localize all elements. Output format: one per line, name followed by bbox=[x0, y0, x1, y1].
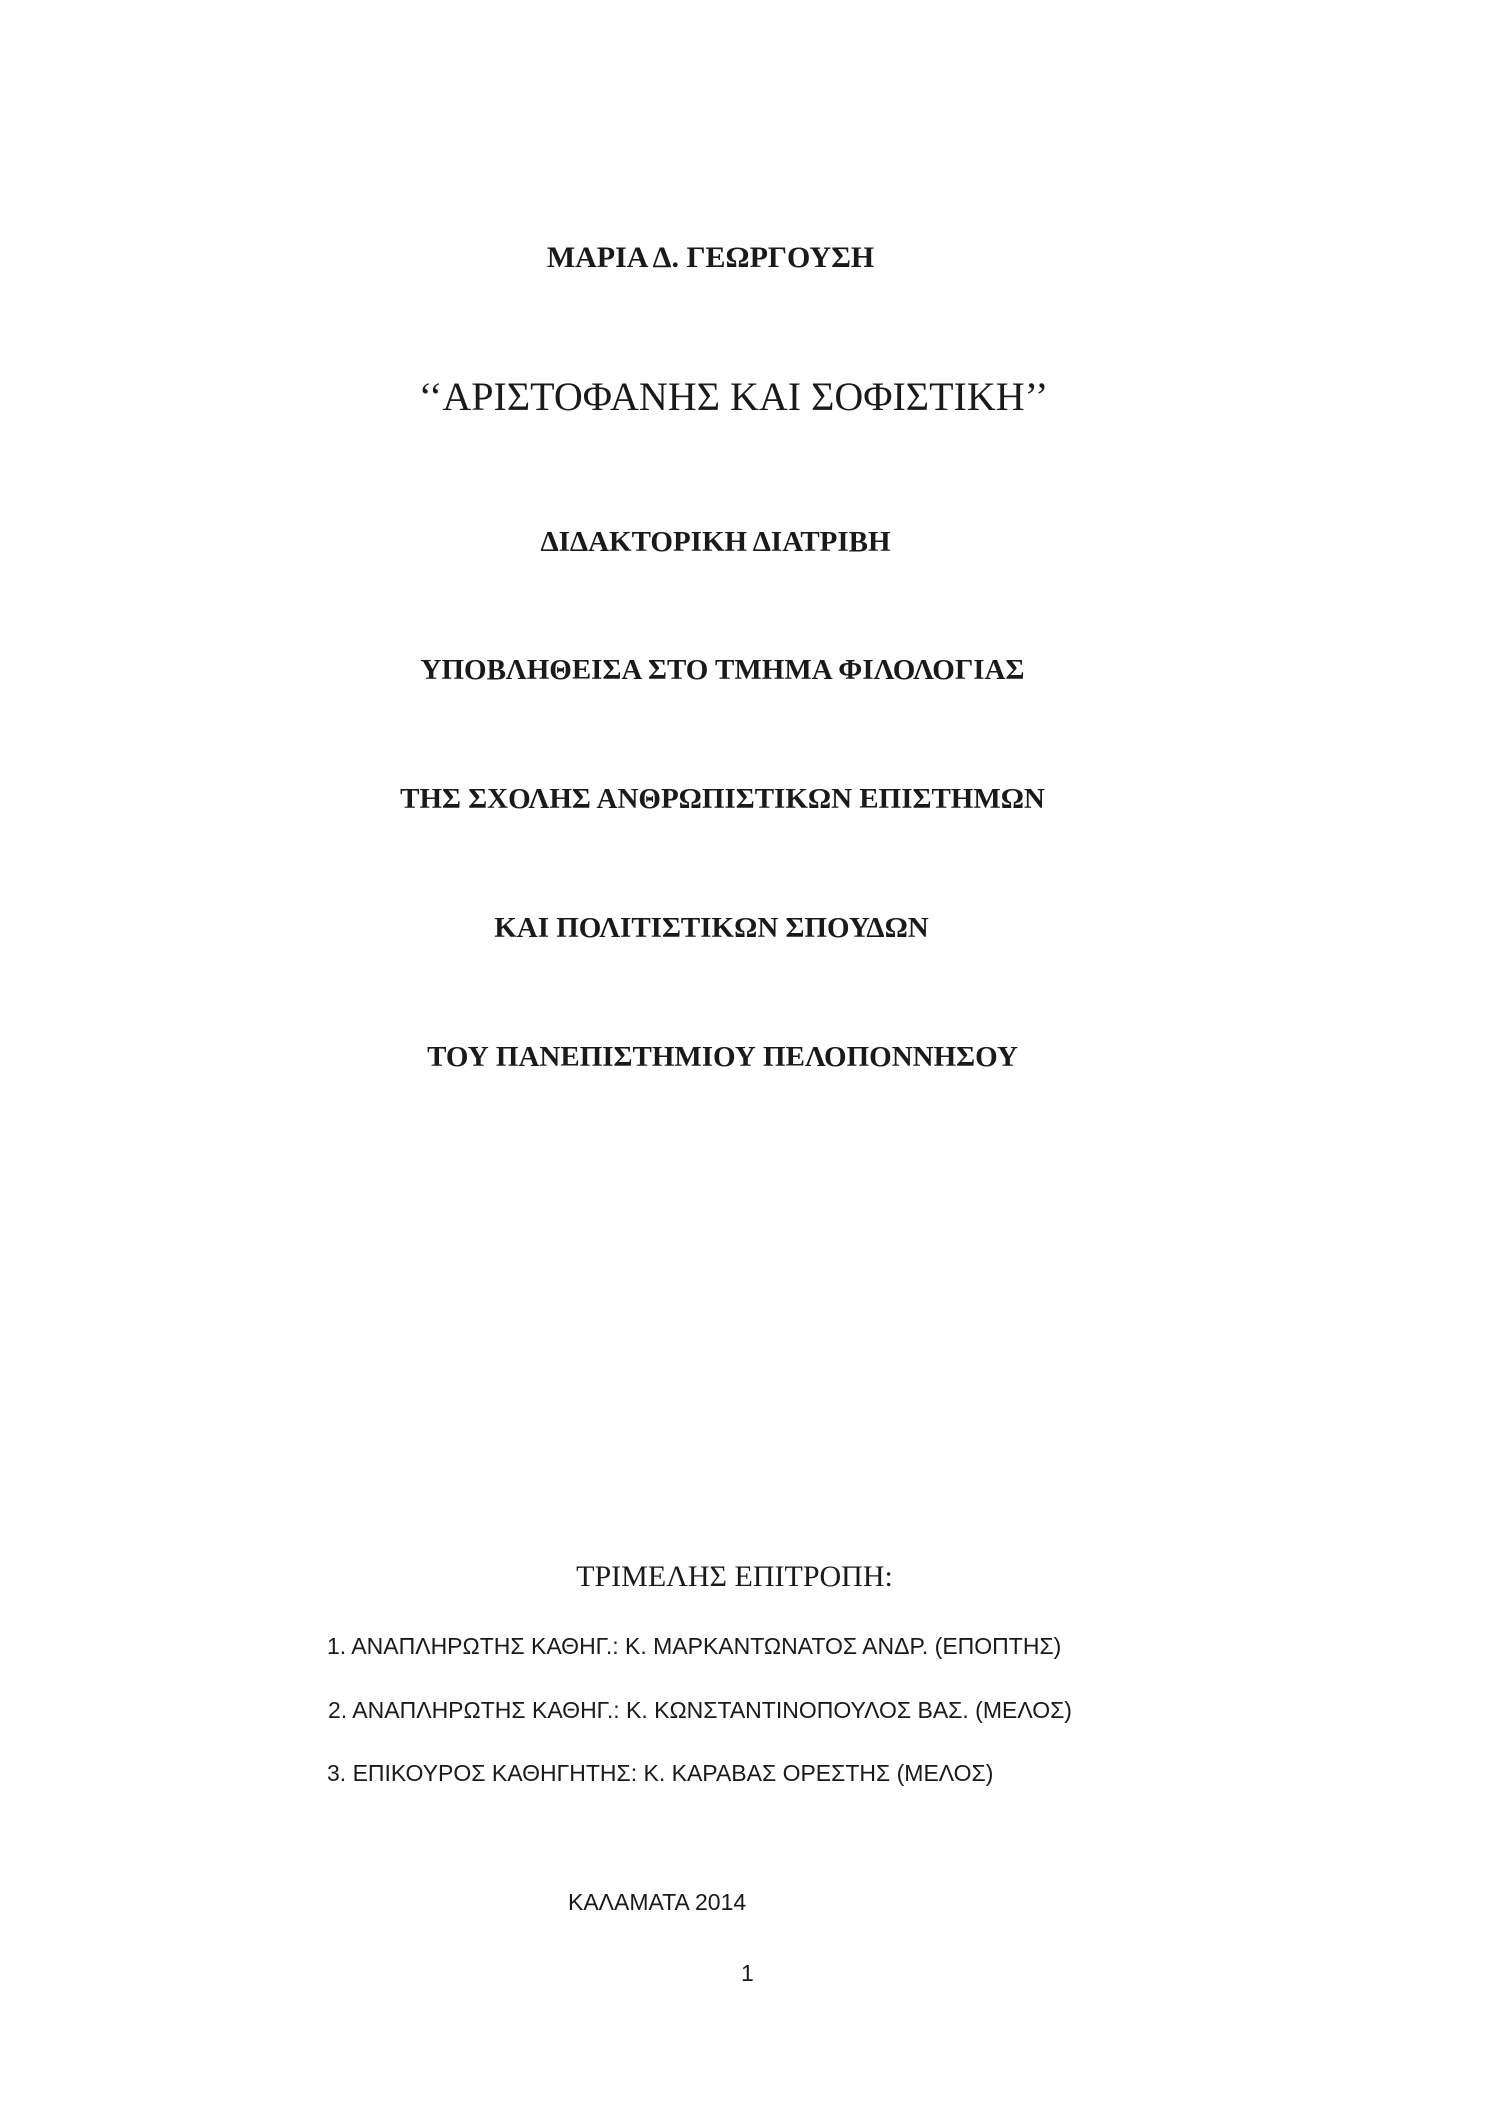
submission-line-1: ΥΠΟΒΛΗΘΕΙΣΑ ΣΤΟ ΤΜΗΜΑ ΦΙΛΟΛΟΓΙΑΣ bbox=[420, 654, 1025, 686]
document-type: ΔΙΔΑΚΤΟΡΙΚΗ ΔΙΑΤΡΙΒΗ bbox=[540, 526, 891, 558]
committee-heading: ΤΡΙΜΕΛΗΣ ΕΠΙΤΡΟΠΗ: bbox=[576, 1560, 893, 1593]
committee-member-2: 2. ΑΝΑΠΛΗΡΩΤΗΣ ΚΑΘΗΓ.: Κ. ΚΩΝΣΤΑΝΤΙΝΟΠΟΥΛΟΣ ΒΑΣ. (ΜΕΛΟΣ) bbox=[328, 1697, 1072, 1723]
place-year: ΚΑΛΑΜΑΤΑ 2014 bbox=[568, 1889, 747, 1915]
submission-line-2: ΤΗΣ ΣΧΟΛΗΣ ΑΝΘΡΩΠΙΣΤΙΚΩΝ ΕΠΙΣΤΗΜΩΝ bbox=[400, 783, 1045, 815]
committee-member-1: 1. ΑΝΑΠΛΗΡΩΤΗΣ ΚΑΘΗΓ.: Κ. ΜΑΡΚΑΝΤΩΝΑΤΟΣ ΑΝΔΡ. (ΕΠΟΠΤΗΣ) bbox=[327, 1633, 1062, 1659]
submission-line-3: ΚΑΙ ΠΟΛΙΤΙΣΤΙΚΩΝ ΣΠΟΥΔΩΝ bbox=[494, 912, 929, 944]
committee-member-3: 3. ΕΠΙΚΟΥΡΟΣ ΚΑΘΗΓΗΤΗΣ: Κ. ΚΑΡΑΒΑΣ ΟΡΕΣΤΗΣ (ΜΕΛΟΣ) bbox=[327, 1760, 994, 1786]
thesis-title: ‘‘ΑΡΙΣΤΟΦΑΝΗΣ ΚΑΙ ΣΟΦΙΣΤΙΚΗ’’ bbox=[418, 374, 1049, 419]
page-number: 1 bbox=[741, 1960, 754, 1986]
submission-line-4: ΤΟΥ ΠΑΝΕΠΙΣΤΗΜΙΟΥ ΠΕΛΟΠΟΝΝΗΣΟΥ bbox=[427, 1041, 1018, 1073]
author-name: ΜΑΡΙΑ Δ. ΓΕΩΡΓΟΥΣΗ bbox=[546, 241, 875, 274]
